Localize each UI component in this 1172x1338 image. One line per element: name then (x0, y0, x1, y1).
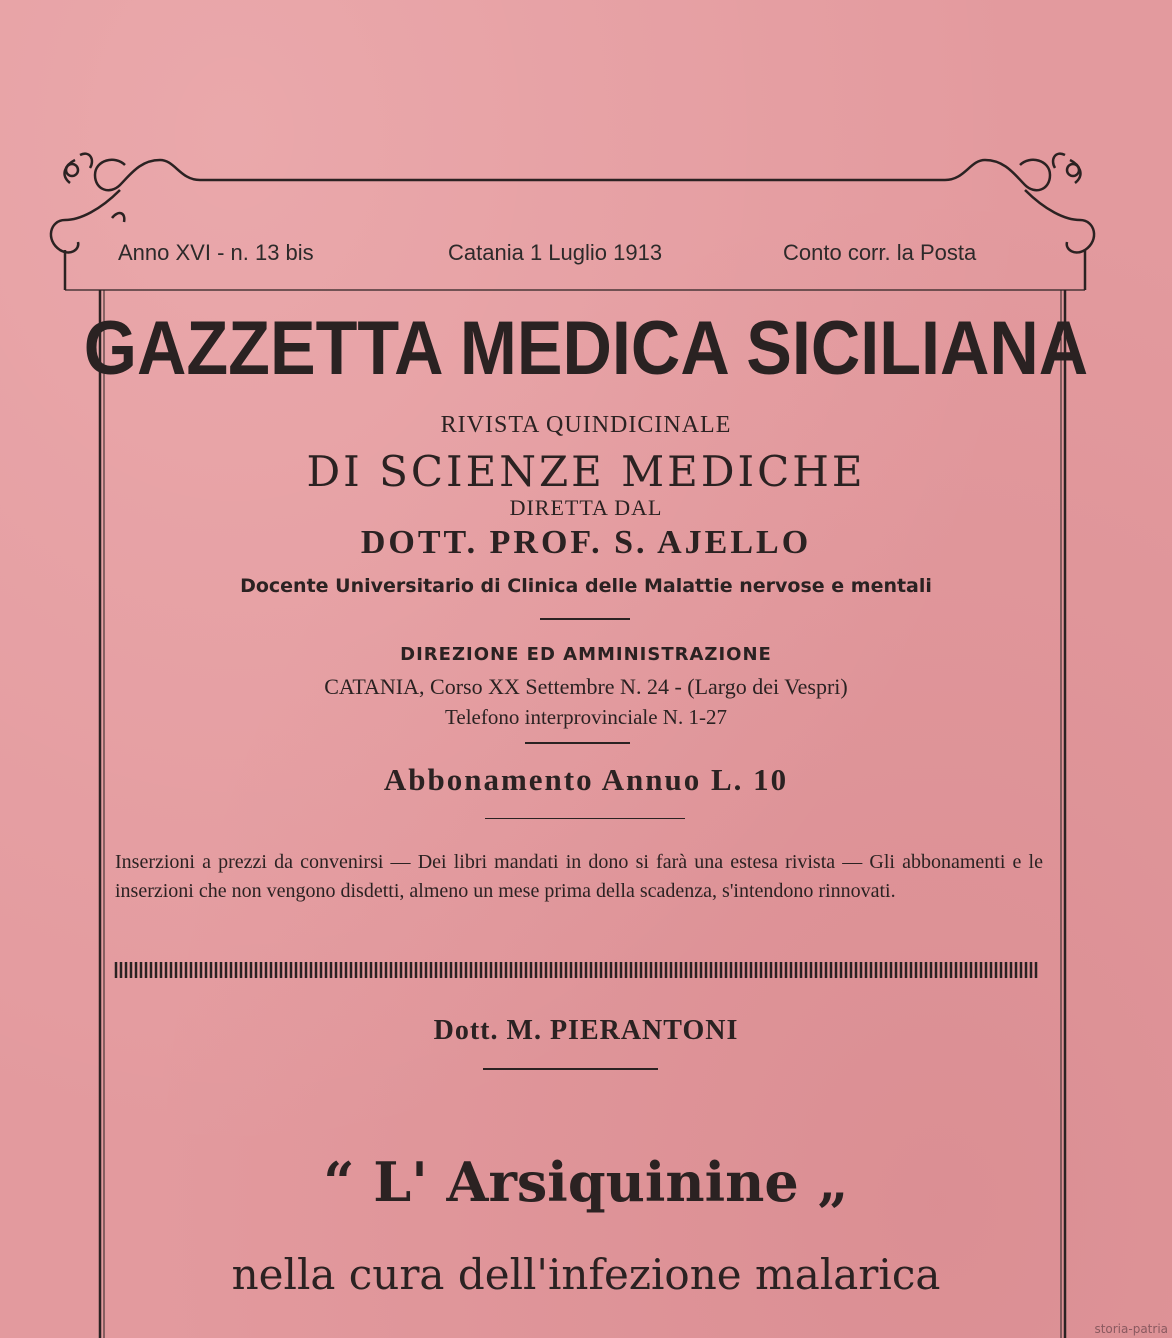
subtitle-rivista: RIVISTA QUINDICINALE (440, 412, 732, 438)
issue-number: Anno XVI - n. 13 bis (118, 240, 314, 265)
divider-short-3 (485, 818, 685, 819)
divider-short-2 (525, 742, 630, 744)
article-subtitle: nella cura dell'infezione malarica (231, 1250, 941, 1299)
director-name: DOTT. PROF. S. AJELLO (360, 524, 812, 561)
subscription-price: Abbonamento Annuo L. 10 (383, 762, 789, 797)
advertising-notes: Inserzioni a prezzi da convenirsi — Dei libri mandati in dono si farà una estesa rivista — Gli abbonamenti e le inserzioni che non vengono disdetti, almeno un mese prima della scadenza, s'intendono rinnovati. (115, 851, 1043, 902)
subtitle-scienze: DI SCIENZE MEDICHE (306, 447, 866, 496)
hatched-divider (116, 962, 1036, 978)
watermark: storia-patria (1094, 1322, 1168, 1336)
divider-short-1 (540, 618, 630, 620)
article-title: “ L' Arsiquinine „ (323, 1150, 849, 1214)
header-row (118, 240, 1038, 276)
journal-title: GAZZETTA MEDICA SICILIANA (83, 306, 1089, 391)
administration-address: CATANIA, Corso XX Settembre N. 24 - (Largo dei Vespri) (324, 674, 848, 699)
article-author: Dott. M. PIERANTONI (433, 1015, 739, 1046)
directed-by-label: DIRETTA DAL (509, 495, 663, 520)
administration-heading: DIREZIONE ED AMMINISTRAZIONE (400, 644, 772, 665)
divider-short-4 (483, 1068, 658, 1070)
place-date: Catania 1 Luglio 1913 (448, 240, 663, 265)
administration-phone: Telefono interprovinciale N. 1-27 (445, 705, 727, 729)
right-scroll-ornament (945, 160, 1050, 190)
director-title: Docente Universitario di Clinica delle Malattie nervose e mentali (240, 575, 932, 597)
postal-account: Conto corr. la Posta (783, 240, 977, 265)
left-scroll-ornament (95, 160, 200, 190)
